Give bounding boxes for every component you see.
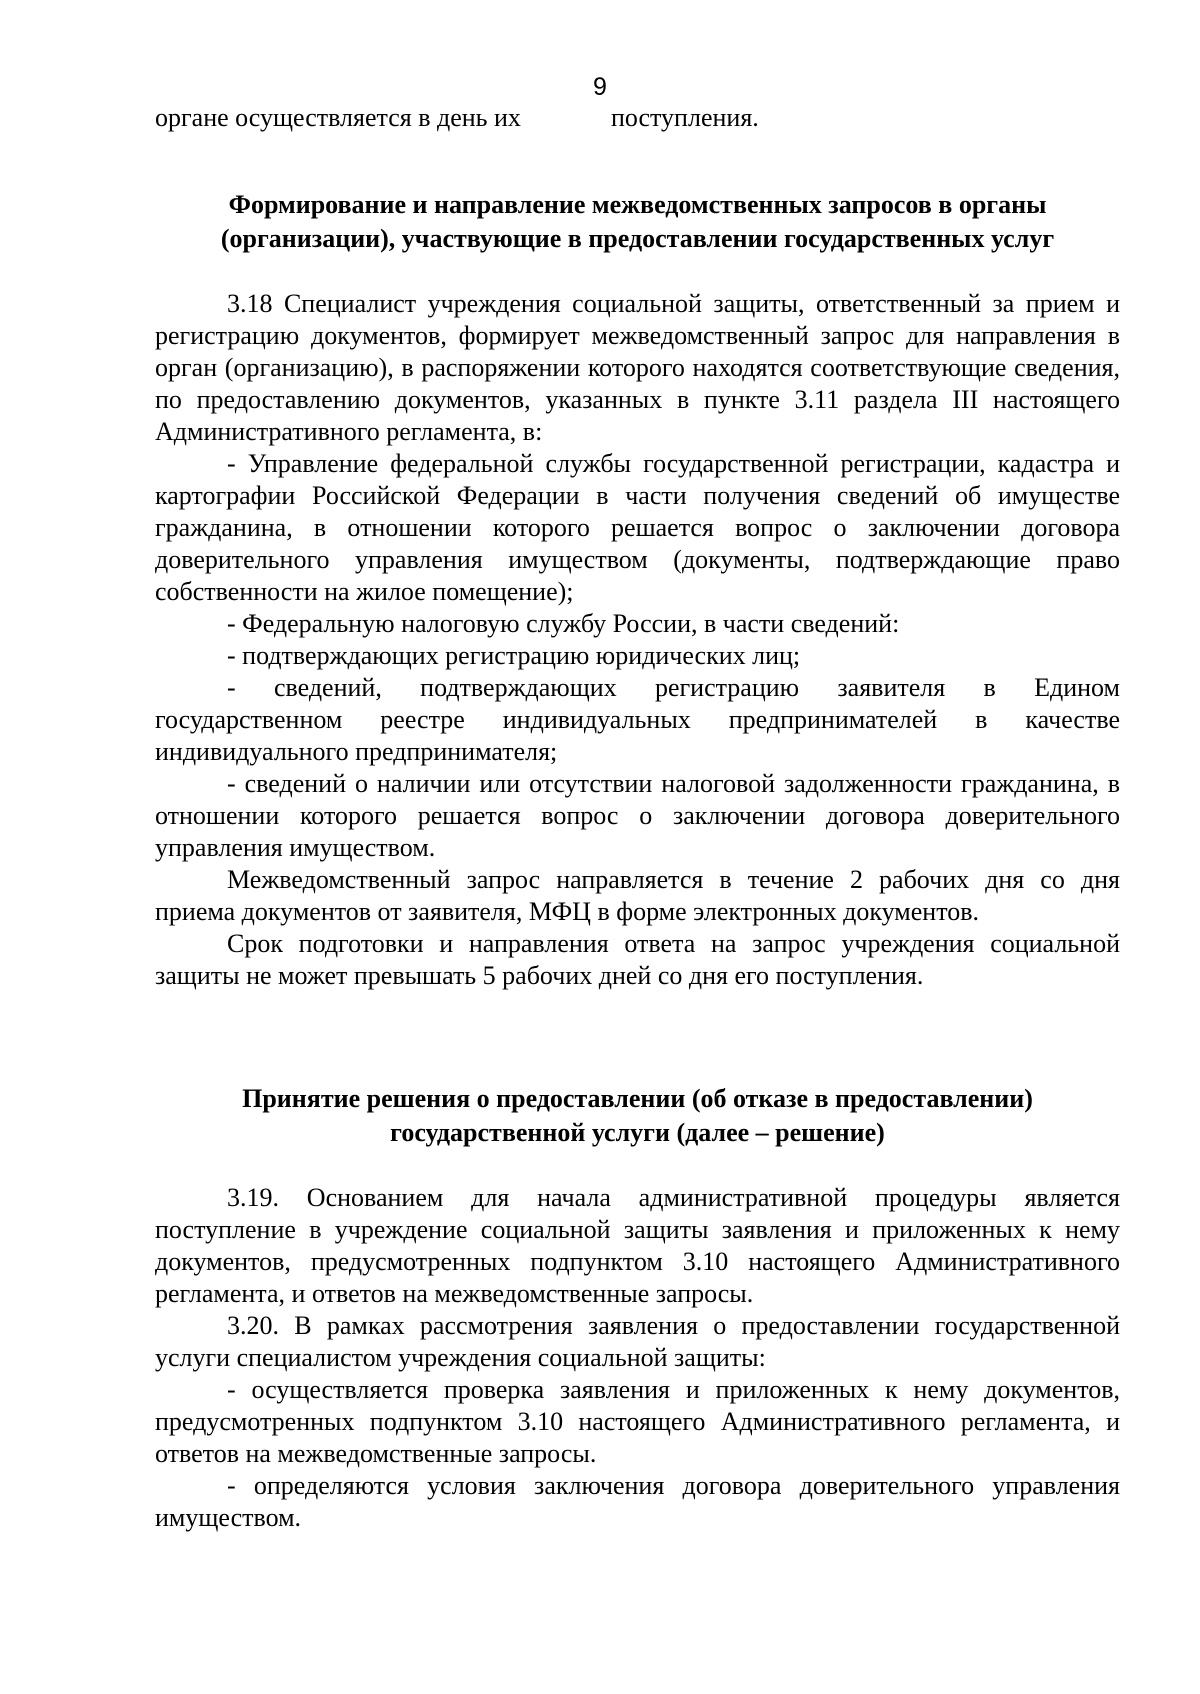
paragraph: - осуществляется проверка заявления и приложенных к нему документов, предусмотренных подпунктом 3.10 настоящего Административного регламента, и ответов на межведомственные запросы. <box>155 1375 1120 1468</box>
document-body <box>155 102 1120 1534</box>
paragraph: - сведений, подтверждающих регистрацию заявителя в Едином государственном реестре индивидуальных предпринимателей в качестве индивидуального предпринимателя; <box>155 673 1120 766</box>
paragraph: Межведомственный запрос направляется в течение 2 рабочих дня со дня приема документов от заявителя, МФЦ в форме электронных документов. <box>155 865 1120 926</box>
section-heading-interagency-requests <box>155 188 1120 256</box>
heading-line: Формирование и направление межведомственных запросов в органы <box>228 190 1047 219</box>
paragraph: - сведений о наличии или отсутствии налоговой задолженности гражданина, в отношении которого решается вопрос о заключении договора доверительного управления имуществом. <box>155 769 1120 862</box>
paragraph: 3.18 Специалист учреждения социальной защиты, ответственный за прием и регистрацию документов, формирует межведомственный запрос для направления в орган (организацию), в распоряжении которого находятся соответствующие сведения, по предоставлению документов, указанных в пункте 3.11 раздела III настоящего Административного регламента, в: <box>155 289 1120 446</box>
paragraph: - Федеральную налоговую службу России, в части сведений: <box>227 609 900 638</box>
paragraph: Срок подготовки и направления ответа на запрос учреждения социальной защиты не может превышать 5 рабочих дней со дня его поступления. <box>155 929 1120 990</box>
heading-line: (организации), участвующие в предоставлении государственных услуг <box>220 224 1055 253</box>
section-body-decision <box>155 1182 1120 1534</box>
continuation-text-left: органе осуществляется в день их <box>155 103 521 132</box>
heading-line: Принятие решения о предоставлении (об отказе в предоставлении) <box>242 1084 1033 1113</box>
section-body-interagency-requests <box>155 288 1120 992</box>
heading-line: государственной услуги (далее – решение) <box>390 1118 885 1147</box>
paragraph: 3.20. В рамках рассмотрения заявления о предоставлении государственной услуги специалистом учреждения социальной защиты: <box>155 1311 1120 1372</box>
paragraph: - Управление федеральной службы государственной регистрации, кадастра и картографии Российской Федерации в части получения сведений об имуществе гражданина, в отношении которого решается вопрос о заключении договора доверительного управления имуществом (документы, подтверждающие право собственности на жилое помещение); <box>155 449 1120 606</box>
continuation-text-right: поступления. <box>610 103 759 132</box>
section-heading-decision <box>155 1082 1120 1150</box>
page-number: 9 <box>593 73 607 101</box>
paragraph: - определяются условия заключения договора доверительного управления имуществом. <box>155 1471 1120 1532</box>
paragraph: 3.19. Основанием для начала административной процедуры является поступление в учреждение социальной защиты заявления и приложенных к нему документов, предусмотренных подпунктом 3.10 настоящего Административного регламента, и ответов на межведомственные запросы. <box>155 1183 1120 1308</box>
continuation-line <box>155 102 1120 134</box>
paragraph: - подтверждающих регистрацию юридических лиц; <box>227 641 801 670</box>
